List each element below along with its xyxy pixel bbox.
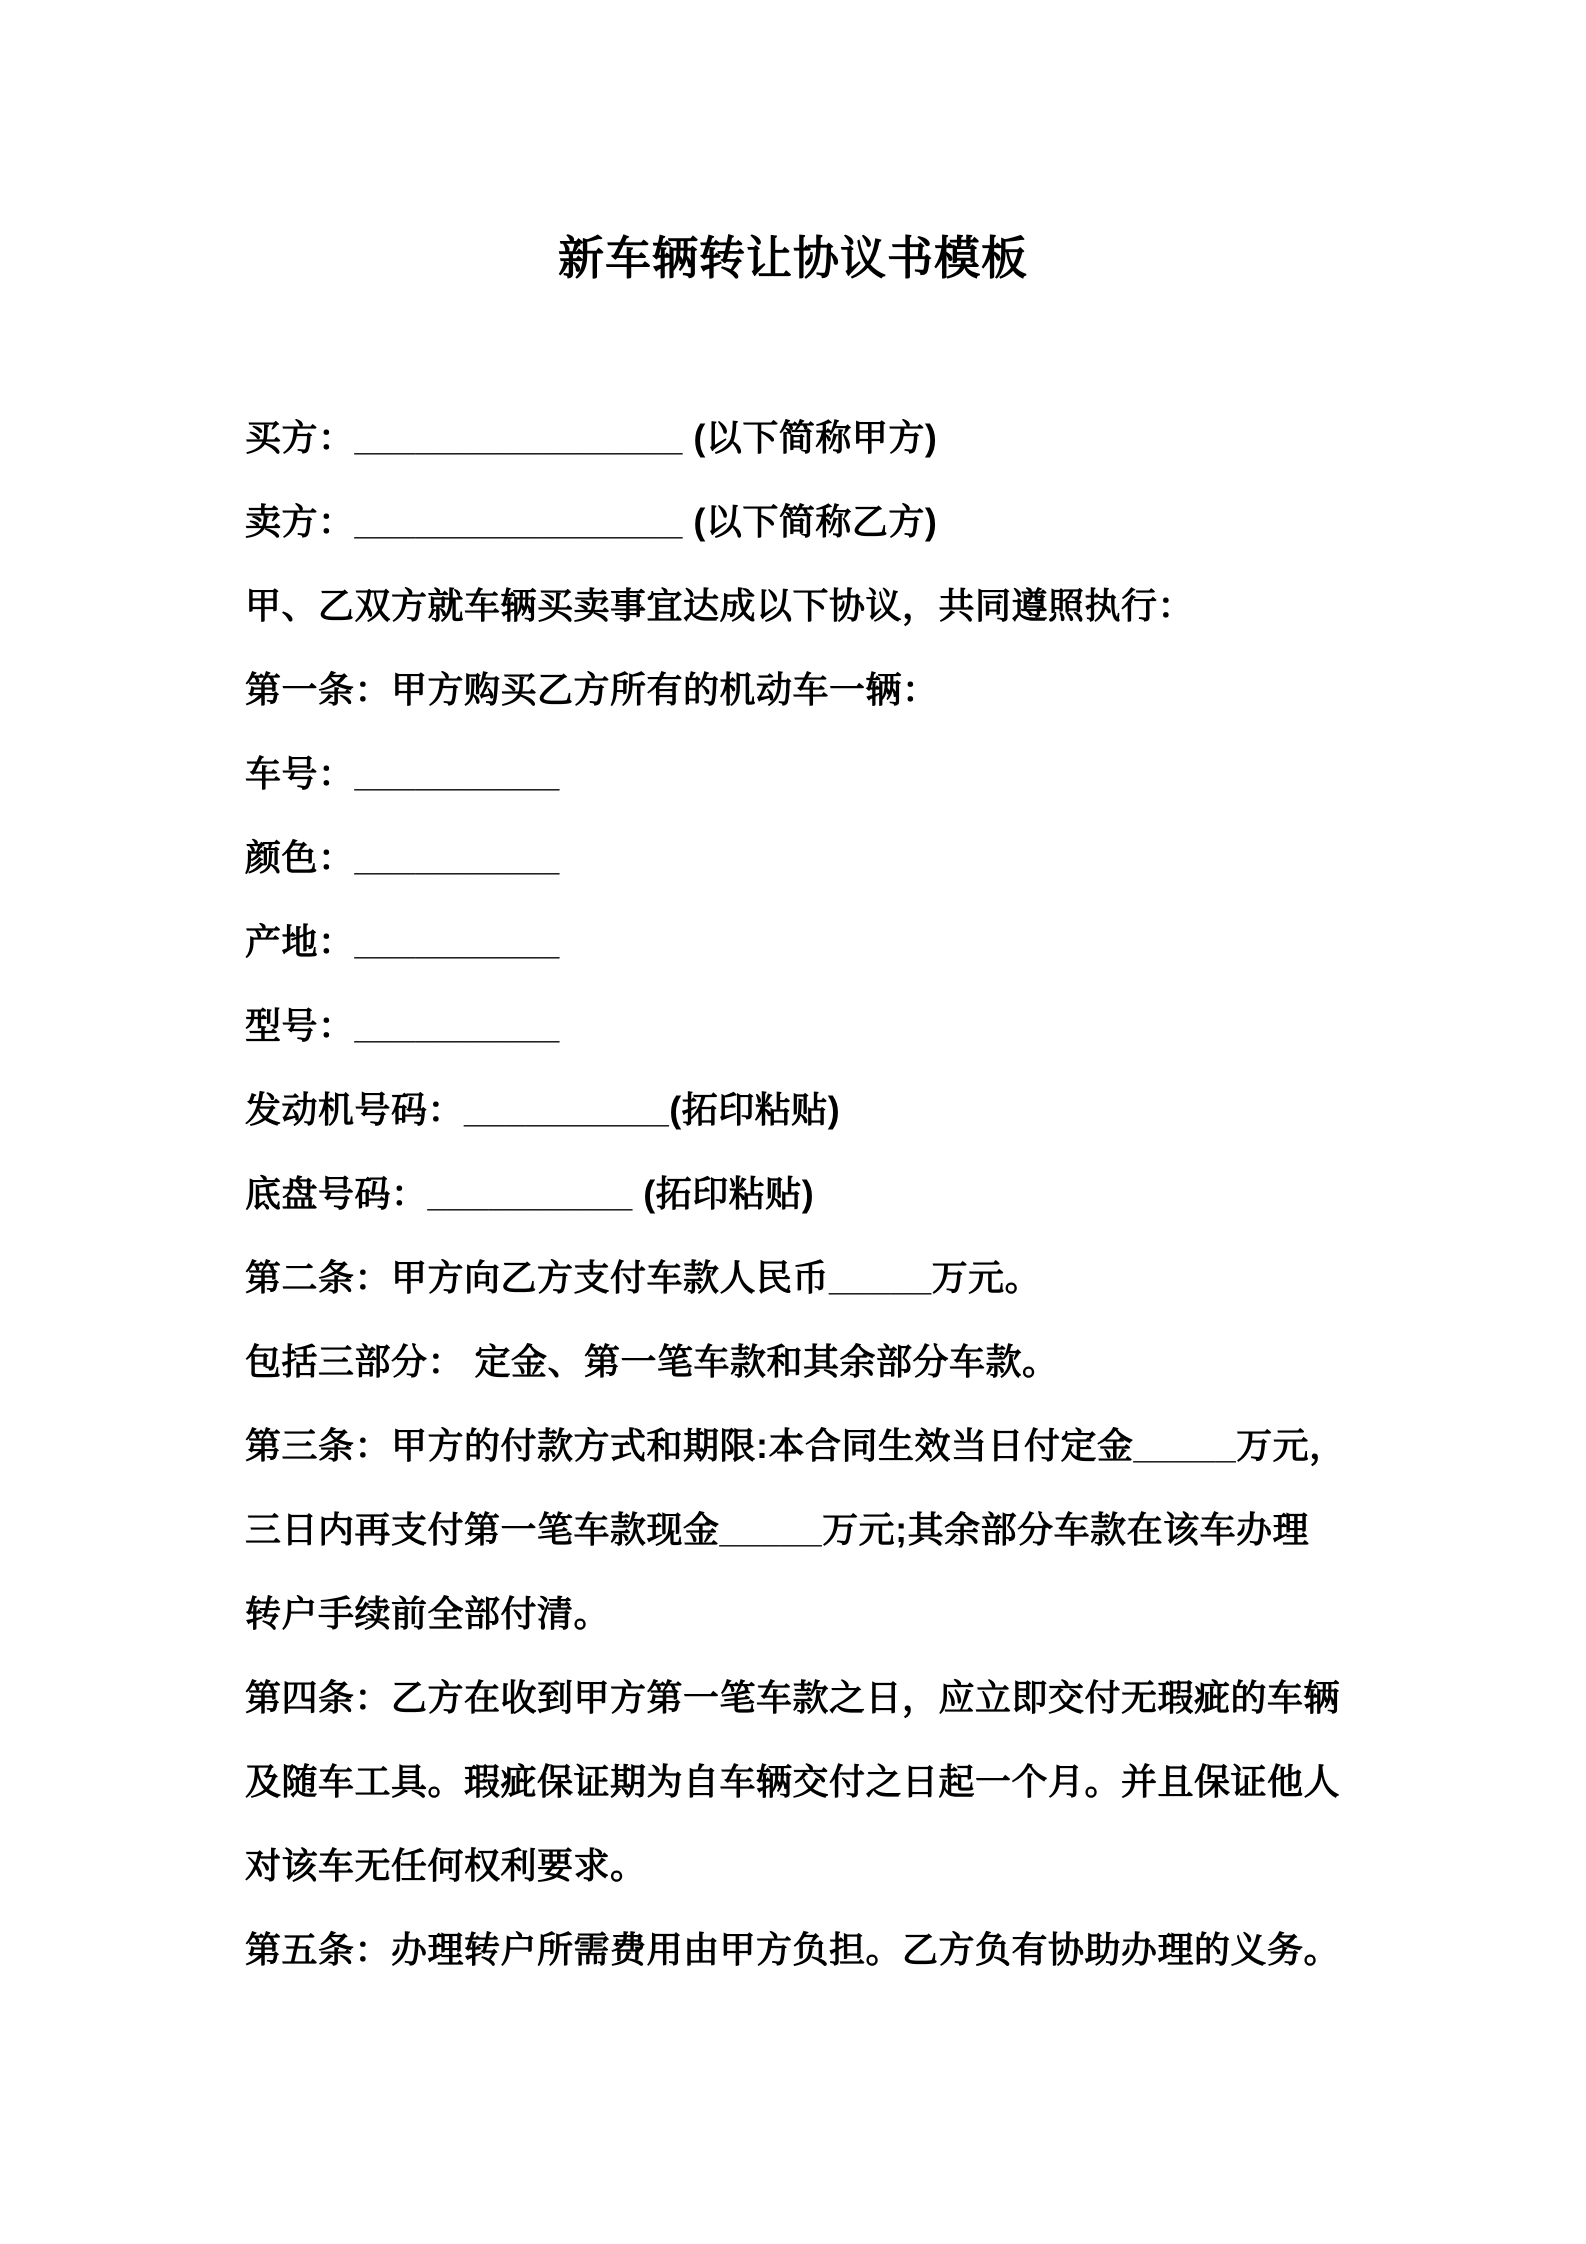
article-3-line-2: 三日内再支付第一笔车款现金_____万元;其余部分车款在该车办理 <box>245 1509 1310 1550</box>
buyer-line: 买方：________________ (以下简称甲方) <box>245 417 938 458</box>
article-2-line: 第二条：甲方向乙方支付车款人民币_____万元。 <box>245 1257 1042 1298</box>
chassis-number-line: 底盘号码：__________ (拓印粘贴) <box>245 1173 815 1214</box>
article-3-line-1: 第三条：甲方的付款方式和期限:本合同生效当日付定金_____万元， <box>245 1425 1346 1466</box>
article-4-line-3: 对该车无任何权利要求。 <box>245 1845 647 1886</box>
article-3-line-3: 转户手续前全部付清。 <box>245 1593 611 1634</box>
preamble-line: 甲、乙双方就车辆买卖事宜达成以下协议，共同遵照执行： <box>245 585 1195 626</box>
article-4-line-2: 及随车工具。瑕疵保证期为自车辆交付之日起一个月。并且保证他人 <box>245 1761 1341 1802</box>
payment-parts-line: 包括三部分： 定金、第一笔车款和其余部分车款。 <box>245 1341 1059 1382</box>
plate-number-line: 车号：__________ <box>245 753 560 794</box>
document-title: 新车辆转让协议书模板 <box>558 232 1028 284</box>
document-body <box>0 396 1586 1992</box>
article-5-line: 第五条：办理转户所需费用由甲方负担。乙方负有协助办理的义务。 <box>245 1929 1341 1970</box>
article-4-line-1: 第四条：乙方在收到甲方第一笔车款之日，应立即交付无瑕疵的车辆 <box>245 1677 1341 1718</box>
model-line: 型号：__________ <box>245 1005 560 1046</box>
engine-number-line: 发动机号码：__________(拓印粘贴) <box>245 1089 841 1130</box>
seller-line: 卖方：________________ (以下简称乙方) <box>245 501 938 542</box>
article-1-line: 第一条：甲方购买乙方所有的机动车一辆： <box>245 669 939 710</box>
origin-line: 产地：__________ <box>245 921 560 962</box>
color-line: 颜色：__________ <box>245 837 560 878</box>
